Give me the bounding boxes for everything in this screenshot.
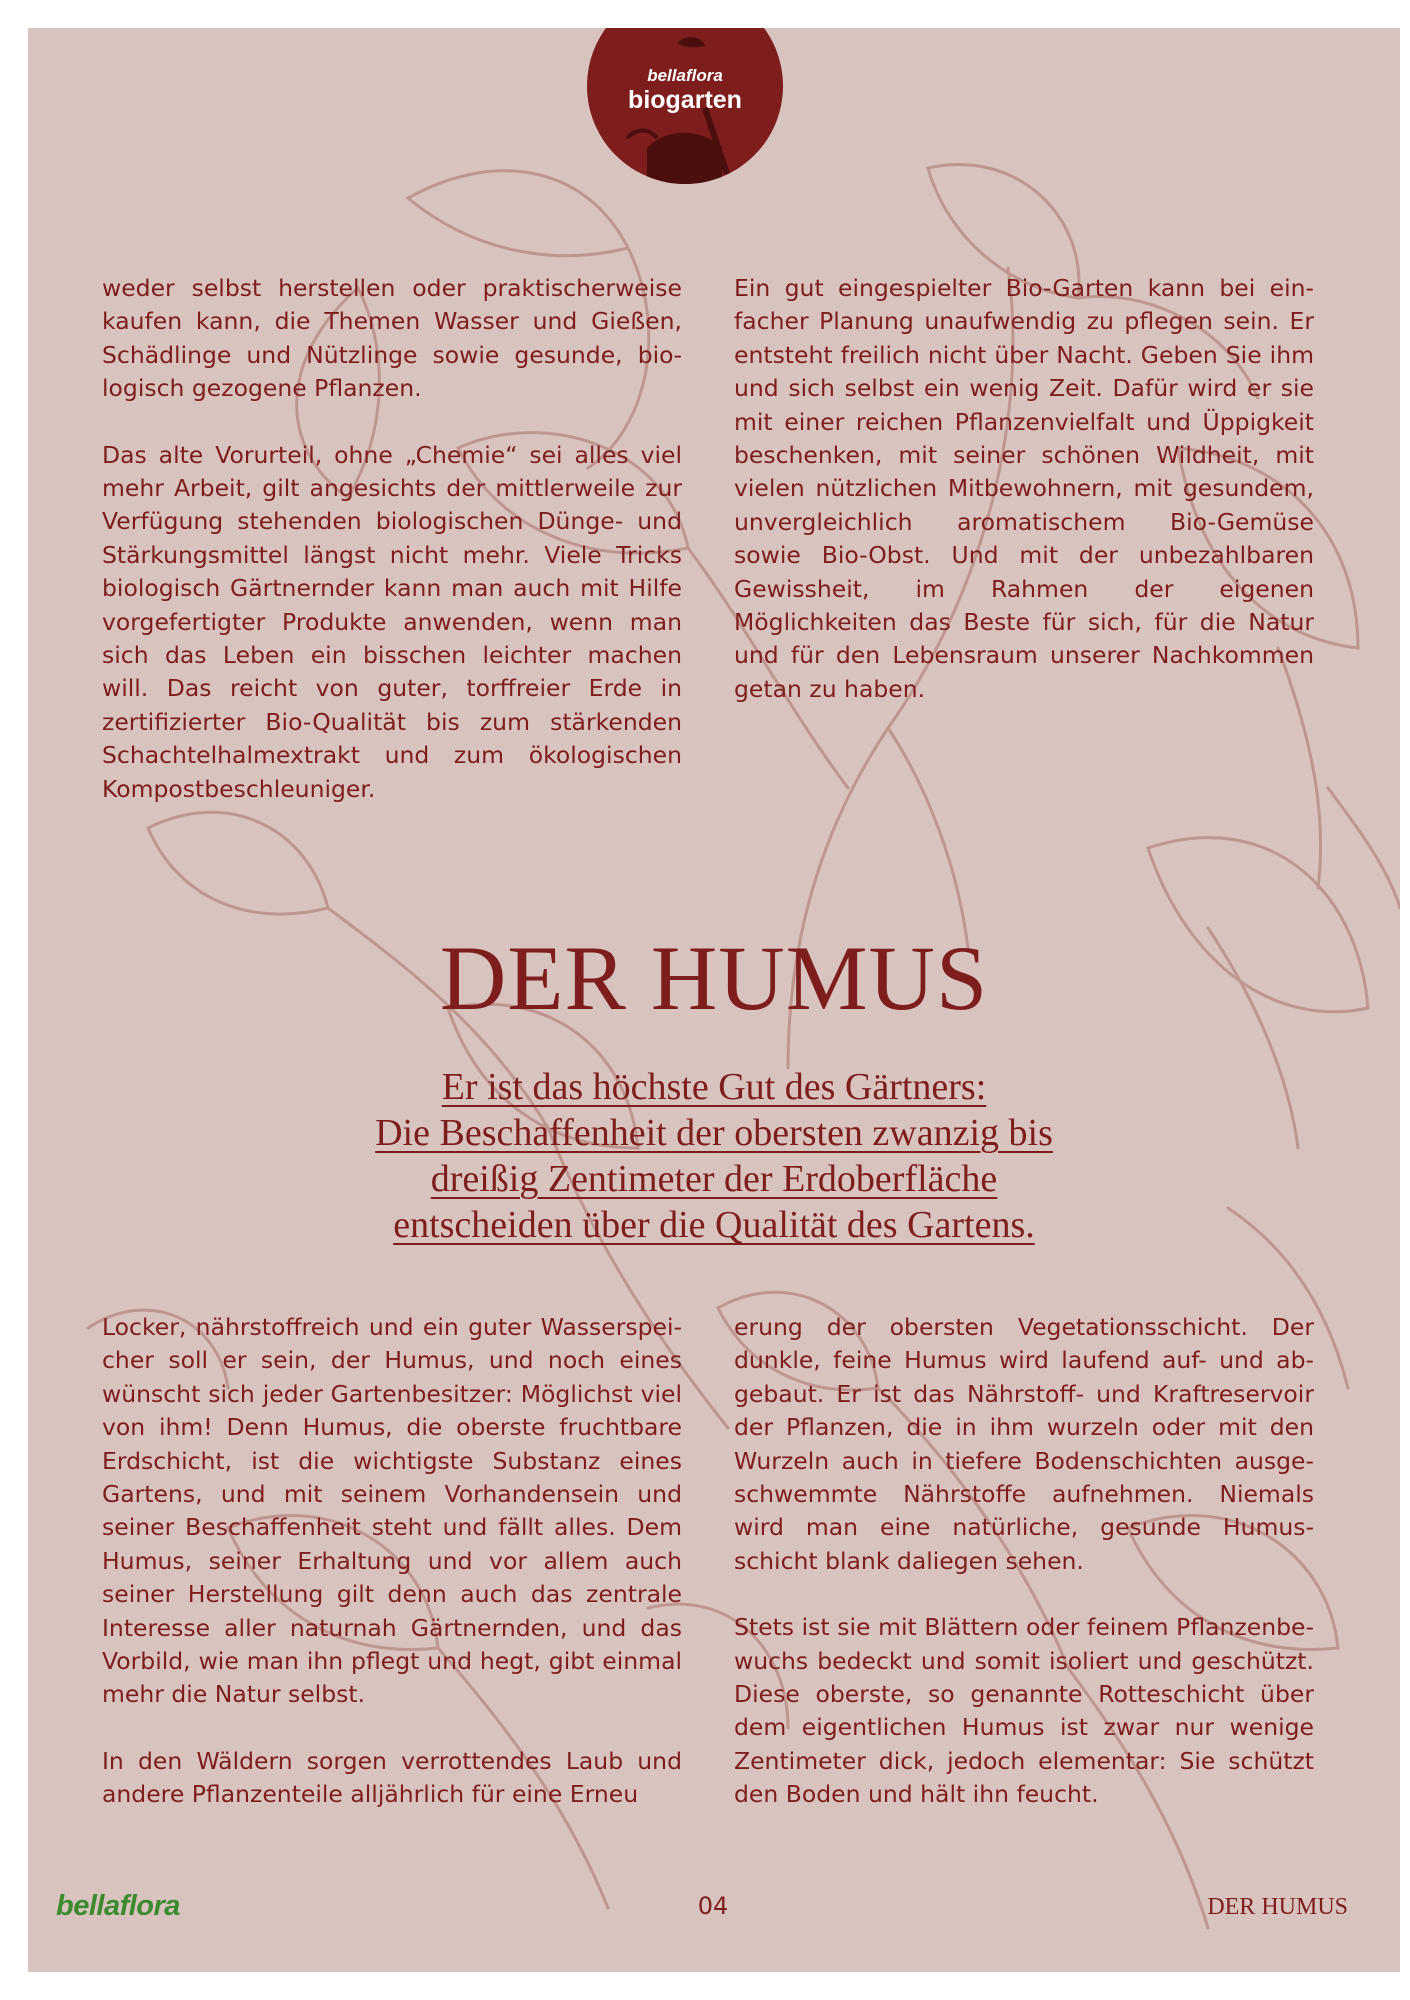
lower-left-column <box>102 1311 682 1812</box>
badge-brand: bellaflora <box>647 66 723 85</box>
upper-right-column <box>734 272 1314 706</box>
paragraph: Das alte Vorurteil, ohne „Chemie“ sei alles viel mehr Arbeit, gilt angesichts der mittlerweile zur Verfügung stehenden biologischen Dünge- und Stärkungsmittel längst nicht mehr. Viele Tricks biologisch Gärtnernder kann man auch mit Hilfe vorgefertigter Produkte anwenden, wenn man sich das Leben ein bisschen leichter machen will. Das reicht von guter, torffreier Erde in zertifizierter Bio-Qualität bis zum stärkenden Schachtelhalmextrakt und zum ökologischen Kompostbeschleuniger. <box>102 440 682 803</box>
upper-left-column <box>102 272 682 806</box>
footer-section-title: DER HUMUS <box>1207 1894 1348 1920</box>
lead-line: Die Beschaffenheit der obersten zwanzig bis <box>375 1112 1053 1154</box>
page <box>28 28 1400 1972</box>
paragraph: erung der obersten Vegetationsschicht. Der dunkle, feine Humus wird laufend auf- und abgebaut. Er ist das Nährstoff- und Kraftreservoir der Pflanzen, die in ihm wurzeln oder mit den Wurzeln auch in tiefere Bodenschichten ausgeschwemmte Nährstoffe aufnehmen. Niemals wird man eine natürliche, gesunde Humusschicht blank daliegen sehen. <box>734 1313 1314 1575</box>
paragraph: weder selbst herstellen oder praktischerweise kaufen kann, die Themen Wasser und Gießen, Schädlinge und Nützlinge sowie gesunde, biologisch gezogene Pflanzen. <box>102 274 682 403</box>
paragraph: Stets ist sie mit Blättern oder feinem Pflanzenbewuchs bedeckt und somit isoliert und geschützt. Diese oberste, so genannte Rotteschicht über dem eigentlichen Humus ist zwar nur wenige Zentimeter dick, jedoch elementar: Sie schützt den Boden und hält ihn feucht. <box>734 1613 1314 1809</box>
badge-title: biogarten <box>628 86 742 114</box>
lead-text <box>264 1064 1164 1248</box>
section-heading: DER HUMUS <box>439 927 989 1029</box>
lead-line: Er ist das höchste Gut des Gärtners: <box>441 1066 987 1108</box>
lead-line: entscheiden über die Qualität des Gartens. <box>393 1204 1035 1246</box>
footer-brand-logo: bellaflora <box>56 1890 180 1922</box>
lower-right-column <box>734 1311 1314 1812</box>
biogarten-badge <box>587 28 783 184</box>
lead-line: dreißig Zentimeter der Erdoberfläche <box>430 1158 998 1200</box>
paragraph: Ein gut eingespielter Bio-Garten kann bei einfacher Planung unaufwendig zu pflegen sein. Er entsteht freilich nicht über Nacht. Geben Sie ihm und sich selbst ein wenig Zeit. Dafür wird er sie mit einer reichen Pflanzenvielfalt und Üppigkeit beschenken, mit seiner schönen Wildheit, mit vielen nützlichen Mitbewohnern, mit gesundem, unvergleichlich aromatischem Bio-Gemüse sowie Bio-Obst. Und mit der unbezahlbaren Gewissheit, im Rahmen der eigenen Möglichkeiten das Beste für sich, für die Natur und für den Lebensraum unserer Nachkommen getan zu haben. <box>734 274 1314 703</box>
paragraph: In den Wäldern sorgen verrottendes Laub und andere Pflanzenteile alljährlich für eine Erneu <box>102 1746 682 1809</box>
page-number: 04 <box>697 1892 729 1920</box>
paragraph: Locker, nährstoffreich und ein guter Wasserspeicher soll er sein, der Humus, und noch eines wünscht sich jeder Gartenbesitzer: Möglichst viel von ihm! Denn Humus, die oberste fruchtbare Erdschicht, ist die wichtigste Substanz eines Gartens, und mit seinem Vorhandensein und seiner Beschaffenheit steht und fällt alles. Dem Humus, seiner Erhaltung und vor allem auch seiner Herstellung gilt denn auch das zentrale Interesse aller naturnah Gärtnernden, und das Vorbild, wie man ihn pflegt und hegt, gibt einmal mehr die Natur selbst. <box>102 1313 682 1709</box>
